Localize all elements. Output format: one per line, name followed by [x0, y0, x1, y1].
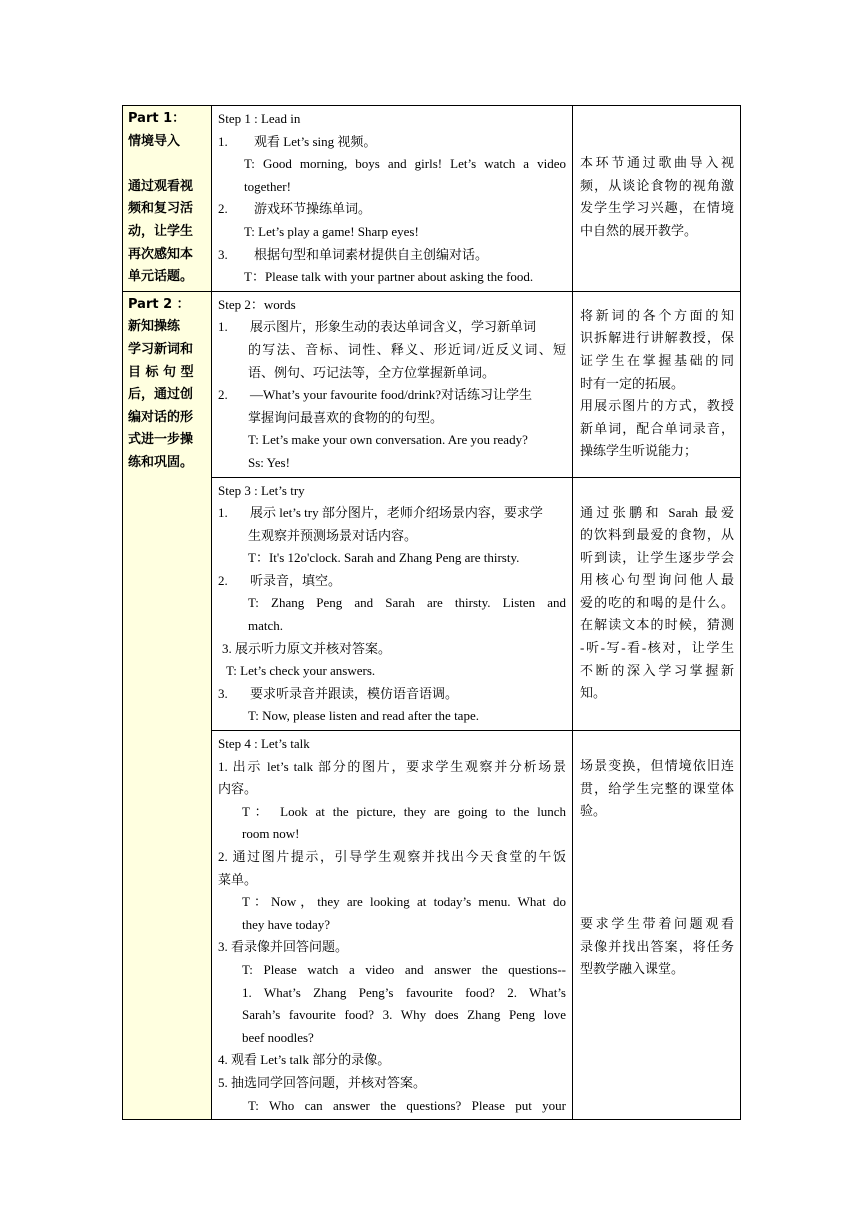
- purpose-line: 贯，给学生完整的课堂体: [580, 780, 734, 796]
- step3-line: 3. 展示听力原文并核对答案。: [222, 640, 392, 656]
- purpose-line: 型教学融入课堂。: [580, 961, 685, 977]
- step3-line: T: Let’s check your answers.: [226, 663, 376, 679]
- step3-title: Step 3 : Let’s try: [218, 482, 305, 498]
- purpose-line: 录像并找出答案，将任务: [580, 938, 734, 954]
- step4-line: 3. 看录像并回答问题。: [218, 939, 349, 955]
- step4-line: they have today?: [242, 916, 331, 932]
- part1-desc-line: 单元话题。: [128, 269, 194, 285]
- part2-label-cell: [123, 291, 212, 1119]
- part2-desc-line: 练和巩固。: [128, 454, 194, 470]
- part1-purpose-cell: [573, 106, 741, 292]
- step1-line: T: Good morning, boys and girls! Let’s watch a video: [244, 156, 566, 172]
- step4-line: room now!: [242, 826, 300, 842]
- purpose-line: 场景变换，但情境依旧连: [580, 758, 734, 774]
- part2-step2-row: [123, 291, 741, 477]
- step4-content-cell: [212, 731, 573, 1120]
- part2-desc-line: 编对话的形: [128, 409, 194, 425]
- purpose-line: 证学生在掌握基础的同: [580, 352, 734, 368]
- step3-line: match.: [248, 618, 284, 634]
- step1-line: T: Let’s play a game! Sharp eyes!: [244, 223, 419, 239]
- purpose-line: 要求学生带着问题观看: [580, 916, 734, 932]
- step2-line: 的写法、音标、词性、释义、形近词/近反义词、短: [248, 341, 566, 357]
- step3-line: T：It's 12o'clock. Sarah and Zhang Peng are thirsty.: [248, 550, 520, 566]
- purpose-line: 识拆解进行讲解教授，保: [580, 330, 734, 346]
- part1-desc-line: 频和复习活: [128, 201, 194, 217]
- step2-item: 1. 展示图片，形象生动的表达单词含义，学习新单词: [218, 319, 537, 335]
- purpose-line: -听-写-看-核对，让学生: [580, 640, 734, 656]
- part1-desc-line: 再次感知本: [128, 246, 194, 262]
- step4-line: 菜单。: [218, 871, 258, 887]
- step3-item: 3. 要求听录音并跟读，模仿语音语调。: [218, 685, 459, 701]
- purpose-line: 时有一定的拓展。: [580, 375, 685, 391]
- purpose-line: 用核心句型询问他人最: [580, 572, 734, 588]
- step2-title: Step 2：words: [218, 296, 296, 312]
- purpose-line: 发学生学习兴趣，在情境: [580, 200, 734, 216]
- step4-line: Sarah’s favourite food? 3. Why does Zhang Peng love: [242, 1007, 566, 1023]
- step1-item: 2. 游戏环节操练单词。: [218, 201, 372, 217]
- step1-title: Step 1 : Lead in: [218, 111, 301, 126]
- purpose-line: 频，从谈论食物的视角激: [580, 177, 734, 193]
- step1-line: T：Please talk with your partner about asking the food.: [244, 269, 534, 285]
- part2-desc-line: 后，通过创: [128, 387, 194, 403]
- step4-title: Step 4 : Let’s talk: [218, 736, 310, 752]
- step2-line: Ss: Yes!: [248, 454, 290, 470]
- step4-line: 4. 观看 Let’s talk 部分的录像。: [218, 1052, 391, 1068]
- step4-line: 2. 通过图片提示，引导学生观察并找出今天食堂的午饭: [218, 849, 566, 864]
- step2-line: 掌握询问最喜欢的食物的的句型。: [248, 409, 444, 425]
- step3-purpose-cell: [573, 477, 741, 731]
- part1-title: 情境导入: [128, 133, 181, 149]
- step4-line: T: Please watch a video and answer the questions--: [242, 961, 566, 977]
- part1-content-cell: [212, 106, 573, 292]
- step3-content-cell: [212, 477, 573, 731]
- step1-item: 1. 观看 Let’s sing 视频。: [218, 133, 377, 149]
- step1-item: 3. 根据句型和单词素材提供自主创编对话。: [218, 246, 489, 262]
- purpose-line: 知。: [580, 685, 607, 701]
- lesson-plan-table: [122, 105, 741, 1120]
- purpose-line: 本环节通过歌曲导入视: [580, 155, 734, 170]
- purpose-line: 在解读文本的时候，猜测: [580, 617, 734, 633]
- part1-label: Part 1：: [128, 111, 186, 126]
- step2-line: 语、例句、巧记法等，全方位掌握新单词。: [248, 364, 496, 380]
- purpose-line: 操练学生听说能力；: [580, 443, 698, 459]
- purpose-line: 听到读，让学生逐步学会: [580, 549, 734, 565]
- part2-desc-line: 目 标 句 型: [128, 364, 194, 380]
- purpose-line: 新单词，配合单词录音，: [580, 420, 734, 436]
- part2-step4-row: [123, 731, 741, 1120]
- step4-line: 1. 出示 let’s talk 部分的图片，要求学生观察并分析场景: [218, 758, 566, 774]
- part1-desc-line: 动，让学生: [128, 223, 194, 239]
- step4-line: T：Now，they are looking at today’s menu. What do: [242, 894, 566, 910]
- part2-desc-line: 新知操练: [128, 319, 181, 335]
- step4-line: 1. What’s Zhang Peng’s favourite food? 2. What’s: [242, 984, 566, 1000]
- purpose-line: 不断的深入学习掌握新: [580, 662, 734, 678]
- step3-item: 2. 听录音，填空。: [218, 572, 342, 588]
- step2-line: T: Let’s make your own conversation. Are you ready?: [248, 432, 528, 448]
- part1-row: [123, 106, 741, 292]
- part2-label: Part 2 ：: [128, 296, 190, 312]
- step3-line: 生观察并预测场景对话内容。: [248, 527, 418, 543]
- step4-line: T： Look at the picture, they are going to the lunch: [242, 803, 566, 819]
- step3-item: 1. 展示 let’s try 部分图片，老师介绍场景内容，要求学: [218, 505, 543, 521]
- purpose-line: 验。: [580, 803, 607, 819]
- purpose-line: 通过张鹏和 Sarah 最爱: [580, 504, 734, 520]
- purpose-line: 的饮料到最爱的食物，从: [580, 527, 734, 543]
- step2-content-cell: [212, 291, 573, 477]
- purpose-line: 中自然的展开教学。: [580, 222, 698, 238]
- step4-line: beef noodles?: [242, 1029, 314, 1045]
- step4-line: 内容。: [218, 781, 258, 797]
- step3-line: T: Now, please listen and read after the tape.: [248, 708, 479, 724]
- step2-purpose-cell: [573, 291, 741, 477]
- step2-item: 2. —What’s your favourite food/drink?对话练习让学生: [218, 387, 532, 403]
- step4-purpose-cell: [573, 731, 741, 1120]
- step1-line: together!: [244, 178, 291, 194]
- purpose-line: 用展示图片的方式，教授: [580, 398, 734, 414]
- step4-line: T: Who can answer the questions? Please put your: [248, 1097, 566, 1113]
- part2-desc-line: 学习新词和: [128, 341, 194, 357]
- purpose-line: 将新词的各个方面的知: [580, 307, 734, 323]
- part1-desc-line: 通过观看视: [128, 178, 194, 194]
- purpose-line: 爱的吃的和喝的是什么。: [580, 594, 734, 610]
- step4-line: 5. 抽选同学回答问题，并核对答案。: [218, 1074, 427, 1090]
- step3-line: T: Zhang Peng and Sarah are thirsty. Listen and: [248, 595, 566, 611]
- part1-label-cell: [123, 106, 212, 292]
- part2-step3-row: [123, 477, 741, 731]
- part2-desc-line: 式进一步操: [128, 432, 194, 448]
